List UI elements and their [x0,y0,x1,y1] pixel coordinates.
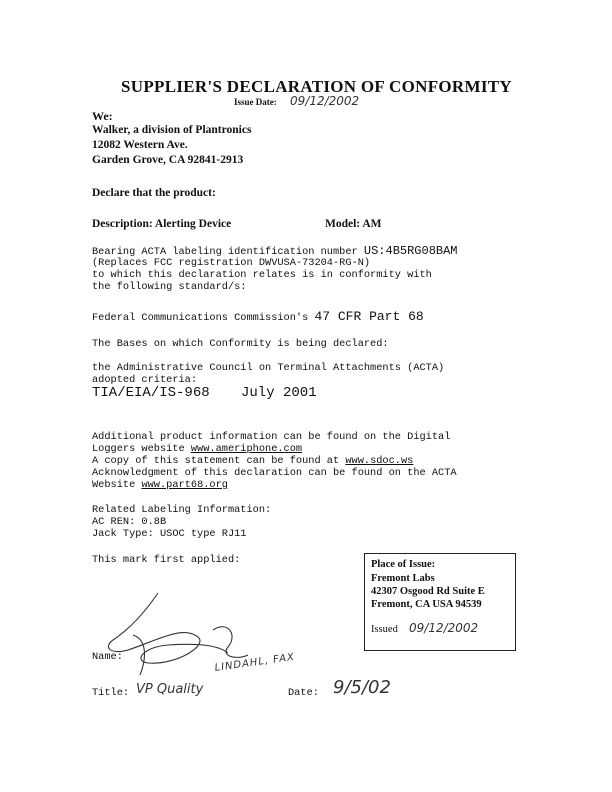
title-label: Title: [92,687,130,699]
mark-applied: This mark first applied: [92,554,241,566]
document-title: SUPPLIER'S DECLARATION OF CONFORMITY [121,77,512,96]
acta-date: July 2001 [241,385,317,401]
additional-line-5: Website www.part68.org [92,479,228,491]
date-handwritten: 9/5/02 [333,677,391,698]
labeling-heading: Related Labeling Information: [92,504,272,516]
address-line-3: Garden Grove, CA 92841-2913 [92,154,244,166]
fcc-line: Federal Communications Commission's 47 CFR Part 68 [92,309,424,324]
acta-number: US:4B5RG08BAM [363,244,458,258]
acta-line-1: the Administrative Council on Terminal Attachments (ACTA) [92,362,445,374]
place-heading: Place of Issue: [371,559,436,570]
ac-ren: AC REN: 0.8B [92,516,167,528]
issue-date-label: Issue Date: [234,97,277,107]
place-name: Fremont Labs [371,573,435,584]
additional-line-1: Additional product information can be found on the Digital [92,431,451,443]
product-model: Model: AM [325,218,382,230]
additional-line-2: Loggers website www.ameriphone.com [92,443,303,455]
bearing-line-1: Bearing ACTA labeling identification number US:4B5RG08BAM [92,244,458,258]
issued-date-handwritten: 09/12/2002 [409,621,479,635]
address-line-2: 12082 Western Ave. [92,139,188,151]
title-handwritten: VP Quality [136,682,204,697]
ameriphone-link[interactable]: www.ameriphone.com [190,443,303,455]
we-label: We: [92,109,113,123]
issued-label: Issued [371,624,398,635]
issue-date-handwritten: 09/12/2002 [290,94,360,108]
acta-standard: TIA/EIA/IS-968 [92,385,210,401]
bearing-line-3: to which this declaration relates is in conformity with [92,269,432,281]
acta-line-2: adopted criteria: [92,374,198,386]
product-description: Description: Alerting Device [92,218,232,230]
name-label: Name: [92,651,123,663]
additional-line-3: A copy of this statement can be found at www.sdoc.ws [92,455,414,467]
place-of-issue-box [364,553,516,651]
bearing-line-2: (Replaces FCC registration DWVUSA-73204-RG-N) [92,257,371,269]
place-street: 42307 Osgood Rd Suite E [371,586,485,597]
printed-name-handwritten: LINDAHL, FAX [214,651,296,674]
sdoc-link[interactable]: www.sdoc.ws [345,455,414,467]
signature-scribble [88,585,328,685]
address-line-1: Walker, a division of Plantronics [92,124,252,136]
jack-type: Jack Type: USOC type RJ11 [92,528,247,540]
bases-line: The Bases on which Conformity is being declared: [92,338,389,350]
place-city: Fremont, CA USA 94539 [371,599,482,610]
additional-line-4: Acknowledgment of this declaration can be found on the ACTA [92,467,457,479]
date-label: Date: [288,687,319,699]
declare-heading: Declare that the product: [92,187,216,199]
part68-link[interactable]: www.part68.org [141,479,228,491]
bearing-line-4: the following standard/s: [92,281,247,293]
fcc-rule: 47 CFR Part 68 [314,309,424,324]
